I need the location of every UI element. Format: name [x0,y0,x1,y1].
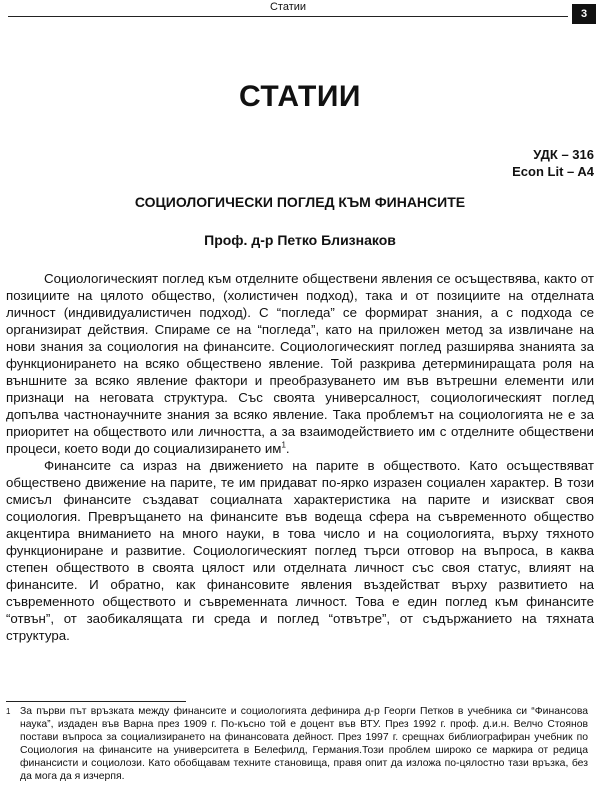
paragraph-text: Социологическият поглед към отделните обществени явления се осъществява, както от позициите на цялото общество, (холистичен подход), така и от позициите на отделната личност (индивидуалистичен подход). С “погледа” се формират знания, а с подхода се организират действия. Спираме се на “погледа”, като на приложен метод за извличане на нови знания за социология на финансите. Социологическият поглед разширява знанията за функционирането на всяко обществено явление. Той разкрива детерминиращата роля на външните за всяко явление фактори и преобразуването им във вътрешни елементи или признаци на неговата структура. Със своята универсалност, социологическият поглед допълва частнонаучните знания за всяко явление. Така проблемът на социологията не е за приоритет на обществото или личността, а за взаимодействието им с отделните обществени процеси, което води до социализирането им [6,271,594,456]
footnote-marker: 1 [6,707,11,716]
running-header [8,0,568,17]
article-body [6,270,594,644]
econ-lit-code: Econ Lit – A4 [512,164,594,179]
section-title: СТАТИИ [239,80,361,113]
paragraph: Финансите са израз на движението на парите в обществото. Като осъществяват обществено движение на парите, те им придават по-ярко изразен социален характер. В този смисъл финансите създават социалната характеристика на парите и изискват своя социология. Превръщането на финансите във водеща сфера на съвременното общество акцентира вниманието на много науки, в това число и на социологията, върху тяхното функциониране и развитие. Социологическият поглед търси отговор на въпроса, в каква степен обществото в своята цялост или отделната личност със своя статус, влияят на финансите. И обратно, как финансовите явления въздействат върху развитието на съвременното обществото и съвременната личност. Това е един поглед към финансите “отвън”, от заобикалящата ги среда и поглед “отвътре”, от съдържанието на тяхната структура. [6,458,594,643]
article-title: СОЦИОЛОГИЧЕСКИ ПОГЛЕД КЪМ ФИНАНСИТЕ [134,194,466,210]
running-title: Статии [269,1,307,13]
paragraph [6,270,594,457]
footnote-text: За първи път връзката между финансите и социологията дефинира д-р Георги Петков в учебника си “Финансова наука”, издаден във Варна през 1909 г. По-късно той е доцент във ВТУ. През 1992 г. проф. д.и.н. Велчо Стоянов постави въпроса за социализирането на финансовата дейност. През 1997 г. срещнах библиографиран учебник по Социология на финансите на университета в Белефилд, Германия.Този проблем широко се маркира от редица финансисти и социолози. Като обобщавам техните становища, правя опит да изложа по-цялостно тази връзка, без да мога да я изчерпя. [20,706,588,782]
page-number-badge: 3 [572,4,596,24]
classification-codes [512,146,594,180]
article-author: Проф. д-р Петко Близнаков [204,232,396,248]
footnote-separator [6,701,186,702]
footnote [6,705,594,783]
footnote-reference: 1 [281,440,286,450]
paragraph-end: . [285,441,290,456]
udk-code: УДК – 316 [533,147,594,162]
